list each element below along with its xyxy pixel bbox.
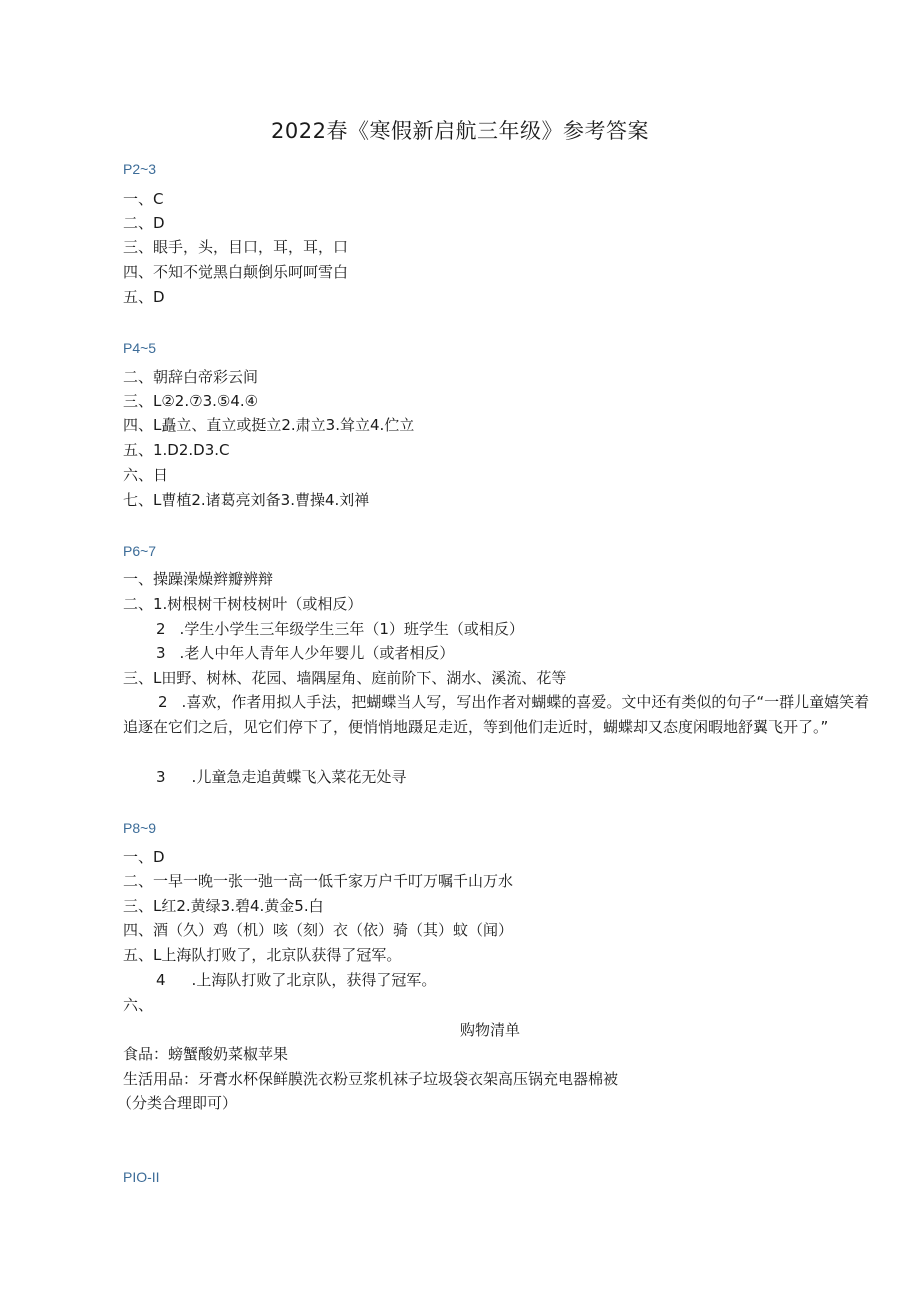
answer-line: 七、L曹植2.诸葛亮刘备3.曹操4.刘禅 — [123, 491, 370, 509]
answer-paragraph — [123, 690, 875, 740]
answer-line: 三、L红2.黄绿3.碧4.黄金5.白 — [123, 897, 324, 915]
answer-line: 四、不知不觉黑白颠倒乐呵呵雪白 — [123, 263, 349, 281]
answer-line: 一、D — [123, 848, 165, 866]
answer-line: 三、L②2.⑦3.⑤4.④ — [123, 392, 259, 410]
answer-line: 二、一早一晚一张一弛一高一低千家万户千叮万嘱千山万水 — [123, 872, 514, 890]
shopping-list-title: 购物清单 — [459, 1021, 520, 1039]
sub-text: .学生小学生三年级学生三年（1）班学生（或相反） — [179, 620, 524, 638]
answer-line: 六、 — [123, 996, 154, 1014]
answer-line: 五、D — [123, 288, 165, 306]
shopping-food-line: 食品：螃蟹酸奶菜椒苹果 — [123, 1045, 289, 1063]
sub-number: 3 — [156, 768, 166, 786]
shopping-daily-line: 生活用品：牙膏水杯保鲜膜洗衣粉豆浆机袜子垃圾袋衣架高压锅充电器棉被 — [123, 1070, 619, 1088]
section-label-p4-5: P4~5 — [123, 340, 157, 356]
answer-line: 一、操躁澡燥辫瓣辨辩 — [123, 570, 274, 588]
answer-line: 六、日 — [123, 466, 169, 484]
answer-line: 五、1.D2.D3.C — [123, 441, 230, 459]
sub-number: 3 — [156, 644, 166, 662]
answer-line: 四、L矗立、直立或挺立2.肃立3.耸立4.伫立 — [123, 416, 415, 434]
answer-subline — [156, 619, 524, 639]
answer-subline — [156, 767, 406, 787]
answer-line: 五、L上海队打败了，北京队获得了冠军。 — [123, 946, 402, 964]
section-label-p2-3: P2~3 — [123, 161, 157, 177]
answer-line: 一、C — [123, 190, 164, 208]
answer-subline — [156, 643, 454, 663]
answer-line: 三、L田野、树林、花园、墙隅屋角、庭前阶下、湖水、溪流、花等 — [123, 669, 567, 687]
answer-line: 二、D — [123, 214, 165, 232]
page-title: 2022春《寒假新启航三年级》参考答案 — [271, 119, 649, 143]
sub-number: 2 — [158, 693, 168, 711]
answer-line: 四、酒（久）鸡（机）咳（刻）衣（依）骑（其）蚊（闻） — [123, 921, 514, 939]
sub-text: .上海队打败了北京队，获得了冠军。 — [191, 971, 437, 989]
section-label-p10-11: PIO-II — [123, 1169, 160, 1185]
section-label-p6-7: P6~7 — [123, 543, 157, 559]
answer-subline — [156, 970, 436, 990]
paragraph-text: .喜欢，作者用拟人手法，把蝴蝶当人写，写出作者对蝴蝶的喜爱。文中还有类似的句子“一群儿童嬉笑着追逐在它们之后，见它们停下了，便悄悄地蹑足走近，等到他们走近时，蝴蝶却又态度闲暇地舒翼飞开了。” — [123, 693, 870, 736]
answer-line: 二、1.树根树干树枝树叶（或相反） — [123, 595, 363, 613]
answer-line: 三、眼手，头，目口，耳，耳，口 — [123, 238, 349, 256]
shopping-note: （分类合理即可） — [117, 1094, 238, 1112]
section-label-p8-9: P8~9 — [123, 820, 157, 836]
sub-text: .老人中年人青年人少年婴儿（或者相反） — [179, 644, 455, 662]
answer-line: 二、朝辞白帝彩云间 — [123, 368, 259, 386]
sub-number: 4 — [156, 971, 166, 989]
sub-number: 2 — [156, 620, 166, 638]
sub-text: .儿童急走追黄蝶飞入菜花无处寻 — [191, 768, 407, 786]
